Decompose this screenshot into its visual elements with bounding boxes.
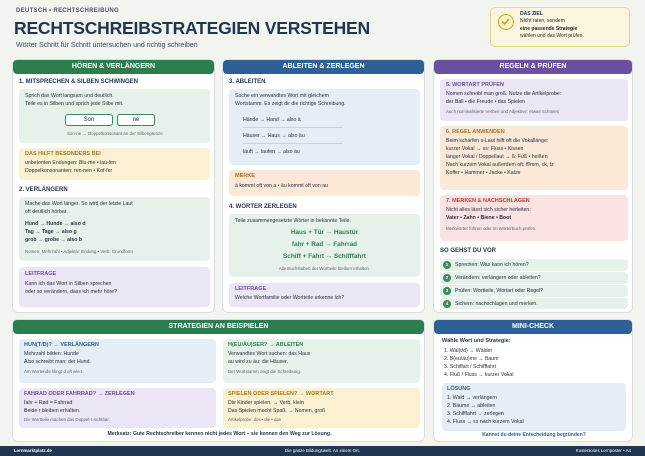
mini-item: 2. B(eu/äu)me → Baum: [444, 356, 499, 362]
text-line: kurzer Vokal → ss: Fluss • Kissen: [446, 146, 524, 152]
text-line: fahr + Rad = Fahrrad: [24, 400, 73, 406]
note: Am Wortende klingt d oft wie t.: [24, 369, 84, 374]
mini-item: 3. Schiffart / Schifffahrt: [444, 364, 497, 370]
section-title: 4. WÖRTER ZERLEGEN: [229, 204, 297, 210]
text-line: ä kommt oft von a • äu kommt oft von au: [235, 183, 328, 189]
note: Alle Buchstaben der Wortteile bleiben erhalten.: [278, 266, 371, 271]
page-subtitle: Wörter Schritt für Schritt untersuchen und richtig schreiben: [16, 42, 198, 49]
panel-header: MINI-CHECK: [434, 320, 632, 334]
compound: fahr + Rad → Fahrrad: [291, 241, 358, 248]
text-line: Die Kinder spielen. → Verb, klein: [228, 400, 304, 406]
text-line: langer Vokal / Doppellaut → ß: Fuß • heißen: [446, 154, 548, 160]
text-line: Wortstamm. Es zeigt dir die richtige Schreibung.: [235, 101, 346, 107]
mini-footer: Kannst du deine Entscheidung begründen?: [482, 432, 586, 438]
solution-item: 1. Wald → verlängern: [447, 395, 497, 401]
panel-header: REGELN & PRÜFEN: [434, 60, 632, 74]
compound: Haus + Tür → Haustür: [290, 229, 359, 236]
text-line: Doppelkonsonanten: ren-nen • Kof-fer: [25, 168, 113, 174]
note: Son-ne → Doppelkonsonant an der Silbengrenze: [67, 131, 163, 136]
panel-ableiten: [222, 59, 425, 313]
text-line: Nicht alles lässt sich sicher herleiten:: [446, 207, 531, 213]
text-line: der Ball • die Freude • das Spielen: [446, 99, 525, 105]
step-item: [440, 298, 628, 309]
panel-header: STRATEGIEN AN BEISPIELEN: [13, 320, 424, 334]
text-line: Also schreibt man: der Hund.: [24, 359, 91, 365]
example-title: H(EU/ÄU)SER? → ABLEITEN: [228, 342, 304, 348]
mini-question: Wähle Wort und Strategie:: [442, 338, 511, 344]
solution-item: 3. Schifffahrt → zerlegen: [447, 411, 504, 417]
step-text: Sprechen: Was kann ich hören?: [455, 262, 529, 268]
step-number: 4: [443, 300, 451, 308]
step-number: 3: [443, 287, 451, 295]
footer-info: Kostenloses Lernposter • A4: [575, 448, 631, 453]
header-kicker: DEUTSCH • RECHTSCHREIBUNG: [16, 8, 119, 14]
solution-title: LÖSUNG: [447, 386, 471, 392]
example: Tag → Tage → also g: [25, 229, 77, 235]
compound: Schiff + Fahrt → Schifffahrt: [283, 253, 366, 260]
panel-minicheck: [433, 319, 633, 442]
section-title: 3. ABLEITEN: [229, 79, 266, 85]
text-line: au wird zu äu: die Häuser.: [228, 359, 288, 365]
step-text: Sichern: nachschlagen und merken.: [455, 300, 538, 307]
text-line: Suche ein verwandtes Wort mit gleichem: [235, 93, 329, 99]
panel-hoeren: [12, 59, 215, 313]
mini-item: 1. Wal(t/d) → Wälder: [444, 348, 493, 354]
merksatz: Merksatz: Gute Rechtschreiber kennen nicht jedes Wort – sie kennen den Weg zur Lösung.: [107, 431, 332, 437]
merke-title: MERKE: [235, 173, 255, 179]
section-title: 1. MITSPRECHEN & SILBEN SCHWINGEN: [19, 79, 139, 85]
steps-list: [440, 259, 628, 309]
leitfrage-title: LEITFRAGE: [25, 271, 57, 277]
solution-item: 4. Fluss → ss nach kurzem Vokal: [447, 419, 524, 425]
panel-header: ABLEITEN & ZERLEGEN: [223, 60, 424, 74]
derivation: Hände → Hand → also ä: [243, 117, 301, 123]
goal-line: eine passende Strategie: [520, 25, 578, 32]
example: grob → grobe → also b: [25, 237, 83, 243]
footer-bar: [0, 446, 645, 456]
step-text: Verändern: verlängern oder ableiten?: [455, 275, 541, 281]
leitfrage-title: LEITFRAGE: [235, 286, 267, 292]
note: Artikelprobe: der • die • das: [228, 417, 282, 422]
text-line: Sprich das Wort langsam und deutlich.: [25, 93, 114, 99]
text-line: Koffer • Hammer • Jacke • Katze: [446, 170, 521, 176]
step-number: 1: [443, 261, 451, 269]
note: Merkwörter führen oder im Wörterbuch prüfen.: [446, 226, 537, 231]
mini-item: 4. Fluß / Fluss → kurzer Vokal: [444, 372, 514, 378]
text-line: Mehrzahl bilden: Hunde: [24, 351, 79, 357]
step-text: Prüfen: Wortteile, Wortart oder Regel?: [455, 288, 544, 294]
example-title: FAHRAD ODER FAHRRAD? → ZERLEGEN: [24, 391, 135, 397]
syllable-2: ne: [117, 114, 155, 126]
panel-regeln: [433, 59, 633, 313]
step-number: 2: [443, 274, 451, 282]
text-line: Nomen schreibt man groß. Nutze die Artikelprobe:: [446, 91, 562, 97]
text-line: oft deutlich hörbar.: [25, 209, 68, 215]
note: Die Wortteile machen das Doppel-r sichtbar.: [24, 417, 110, 422]
derivation: Häuser → Haus → also äu: [243, 133, 305, 139]
example-title: HUN(T/D)? → VERLÄNGERN: [24, 342, 99, 348]
section-title: 2. VERLÄNGERN: [19, 187, 68, 193]
section-title: 7. MERKEN & NACHSCHLAGEN: [446, 198, 530, 204]
goal-line: Nicht raten, sondern: [520, 18, 566, 25]
text-line: Kann ich das Wort in Silben sprechen: [25, 281, 112, 287]
syllable-1: Son: [65, 114, 113, 126]
text-line: unbetonten Endungen: Blu-me • lau-fen: [25, 160, 116, 166]
goal-line: wählen und das Wort prüfen.: [520, 33, 584, 40]
target-icon: [498, 14, 514, 30]
footer-tagline: Die ganze Bildungswelt. An einem Ort.: [285, 448, 360, 453]
text-line: Beim scharfen s-Laut hilft oft die Vokallänge:: [446, 138, 549, 144]
footer-brand[interactable]: Lernmarktplatz.de: [14, 448, 52, 453]
note: Auch nominalisierte Verben und Adjektive: etwas Schönes: [446, 109, 560, 114]
goal-box: [490, 7, 630, 47]
help-title: DAS HILFT BESONDERS BEI: [25, 151, 101, 157]
page-title: RECHTSCHREIBSTRATEGIEN VERSTEHEN: [14, 18, 370, 38]
example: Hund → Hunde → also d: [25, 221, 86, 227]
note: Der Wortstamm zeigt die Schreibung.: [228, 369, 301, 374]
panel-header: HÖREN & VERLÄNGERN: [13, 60, 214, 74]
section-title: 5. WORTART PRÜFEN: [446, 82, 504, 88]
derivation: läuft → laufen → also äu: [243, 149, 300, 155]
divider: [243, 127, 343, 128]
text-line: Verwandtes Wort suchen: das Haus: [228, 351, 311, 357]
divider: [243, 143, 343, 144]
text-line: Mache das Wort länger. So wird der letzte Laut: [25, 201, 133, 207]
step-item: [440, 272, 628, 284]
solution-box: [442, 383, 626, 431]
text-line: oder so verändern, dass ich mehr höre?: [25, 289, 117, 295]
solution-item: 2. Bäume → ableiten: [447, 403, 496, 409]
goal-title: DAS ZIEL: [520, 11, 543, 17]
text-line: Welche Wortfamilie oder Wortteile erkenne ich?: [235, 295, 345, 301]
example-title: SPIELEN ODER SPIELEN? → WORTART: [228, 391, 334, 397]
text-line: Beide r bleiben erhalten.: [24, 408, 81, 414]
note: Nomen: Mehrzahl • Adjektiv: Endung • Verb: Grundform: [25, 249, 133, 254]
section-title: 6. REGEL ANWENDEN: [446, 129, 505, 135]
text-line: Vater • Zahn • Biene • Boot: [446, 215, 512, 221]
text-line: Nach kurzem Vokal außerdem oft: ff/mm, ck, tz: [446, 162, 554, 168]
text-line: Das Spielen macht Spaß. → Nomen, groß: [228, 408, 326, 414]
steps-title: SO GEHST DU VOR: [440, 248, 497, 254]
text-line: Teile es in Silben und sprich jede Silbe mit.: [25, 101, 124, 107]
panel-beispiele: [12, 319, 425, 442]
step-item: [440, 259, 628, 271]
step-item: [440, 285, 628, 297]
text-line: Teile zusammengesetzte Wörter in bekannte Teile.: [235, 218, 351, 224]
